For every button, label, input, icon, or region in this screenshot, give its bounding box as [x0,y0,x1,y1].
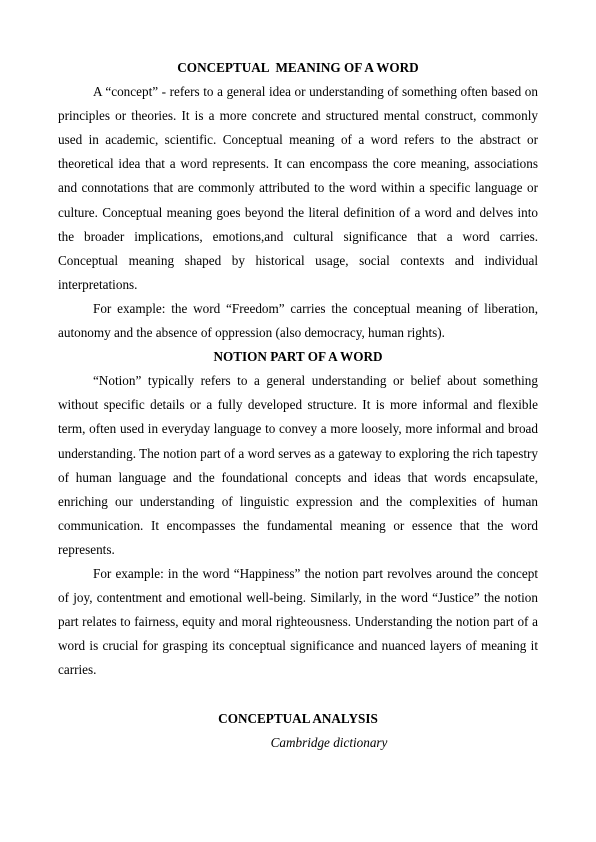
paragraph-freedom-example: For example: the word “Freedom” carries the conceptual meaning of liberation, autonomy and the absence of oppression (also democracy, human rights). [58,300,538,341]
paragraph-notion-definition: “Notion” typically refers to a general understanding or belief about something without specific details or a fully developed structure. It is more informal and flexible term, often used in everyday language to convey a more loosely, more informal and broad understanding. The notion part of a word serves as a gateway to exploring the rich tapestry of human language and the foundational concepts and ideas that words encapsulate, enriching our understanding of linguistic expression and the complexities of human communication. It encompasses the fundamental meaning or essence that the word represents. [58,373,538,557]
paragraph-concept-definition: A “concept” - refers to a general idea or understanding of something often based on principles or theories. It is a more concrete and structured mental construct, commonly used in academic, scientific. Conceptual meaning of a word refers to the abstract or theoretical idea that a word represents. It can encompass the core meaning, associations and connotations that are commonly attributed to the word within a specific language or culture. Conceptual meaning goes beyond the literal definition of a word and delves into the broader implications, emotions,and cultural significance that a word carries. Conceptual meaning shaped by historical usage, social contexts and individual interpretations. [58,84,538,292]
blank-line [58,682,538,706]
section-heading-conceptual-analysis: CONCEPTUAL ANALYSIS [218,710,378,726]
section-heading-conceptual-meaning: CONCEPTUAL MEANING OF A WORD [177,60,419,75]
source-subtitle: Cambridge dictionary [270,734,388,750]
document-page [58,56,538,755]
section-heading-notion-part: NOTION PART OF A WORD [213,349,383,365]
paragraph-happiness-example: For example: in the word “Happiness” the notion part revolves around the concept of joy, contentment and emotional well-being. Similarly, in the word “Justice” the notion part relates to fairness, equity and moral righteousness. Understanding the notion part of a word is crucial for grasping its conceptual significance and nuanced layers of meaning it carries. [58,565,538,678]
